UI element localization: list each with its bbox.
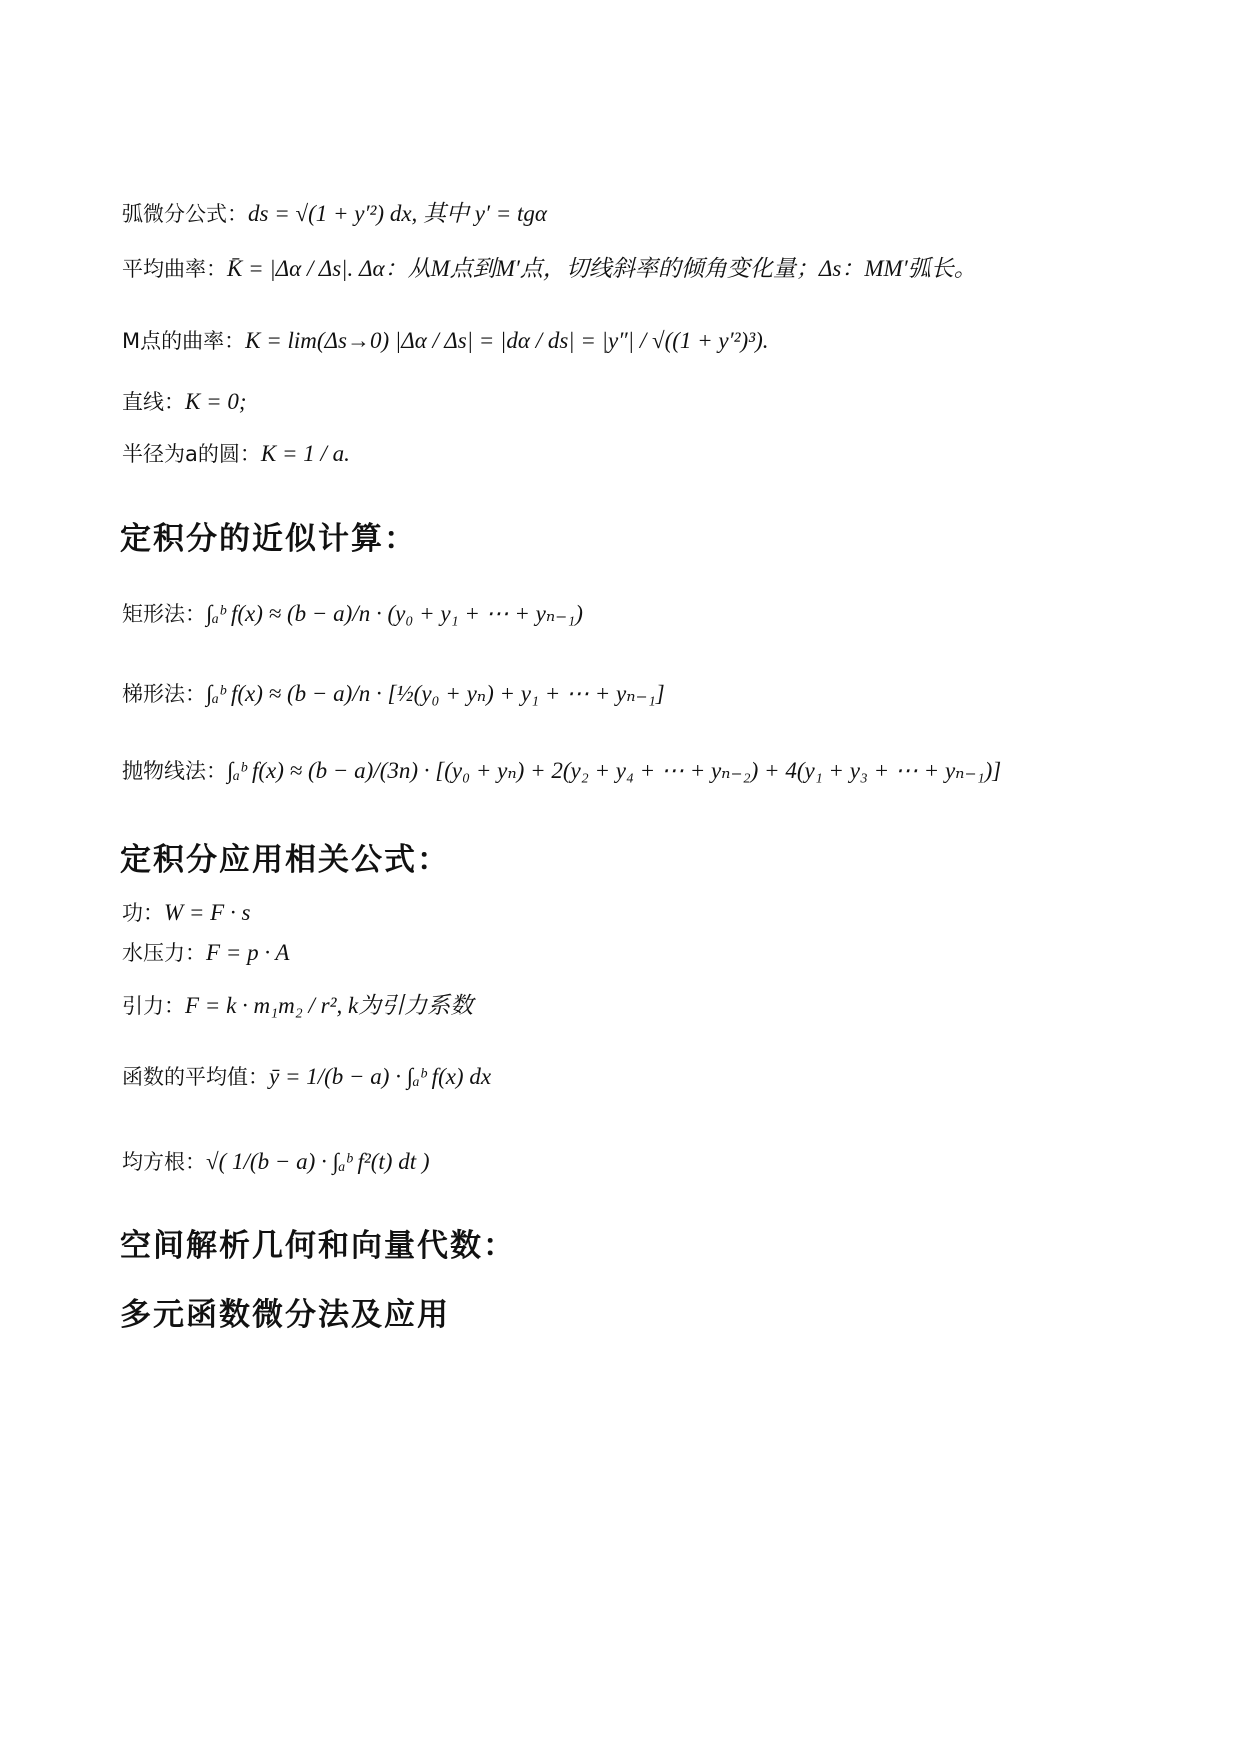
line-curvature-label: 直线： [122,390,185,414]
rms-line [122,1148,430,1176]
function-mean-formula: ȳ = 1/(b − a) · ∫ₐᵇ f(x) dx [269,1064,492,1089]
rms-label: 均方根： [122,1150,206,1174]
line-curvature-line [122,388,247,416]
circle-curvature-line [122,440,350,468]
gravitation-formula: F = k · m₁m₂ / r², k为引力系数 [185,993,474,1018]
rectangle-rule-formula: ∫ₐᵇ f(x) ≈ (b − a)/n · (y₀ + y₁ + ⋯ + yₙ₋₁) [206,601,583,626]
circle-curvature-formula: K = 1 / a. [260,441,350,466]
point-curvature-label: M点的曲率： [122,329,246,353]
water-pressure-line [122,939,289,967]
heading-analytic-geometry: 空间解析几何和向量代数： [120,1228,516,1264]
circle-curvature-label: 半径为a的圆： [122,442,261,466]
arc-differential-line [122,200,547,228]
work-label: 功： [122,901,164,925]
gravitation-label: 引力： [122,994,185,1018]
function-mean-label: 函数的平均值： [122,1065,269,1089]
trapezoid-rule-line [122,680,665,708]
parabola-rule-label: 抛物线法： [122,759,227,783]
average-curvature-label: 平均曲率： [122,257,227,281]
work-line [122,899,250,927]
average-curvature-line [122,255,977,283]
function-mean-line [122,1063,491,1091]
heading-integral-applications: 定积分应用相关公式： [120,842,450,878]
gravitation-line [122,992,473,1020]
water-pressure-formula: F = p · A [206,940,290,965]
parabola-rule-formula: ∫ₐᵇ f(x) ≈ (b − a)/(3n) · [(y₀ + yₙ) + 2(y₂ + y₄ + ⋯ + yₙ₋₂) + 4(y₁ + y₃ + ⋯ + yₙ₋₁)] [227,758,1002,783]
point-curvature-line [122,327,769,355]
work-formula: W = F · s [164,900,251,925]
trapezoid-rule-formula: ∫ₐᵇ f(x) ≈ (b − a)/n · [½(y₀ + yₙ) + y₁ + ⋯ + yₙ₋₁] [206,681,665,706]
point-curvature-formula: K = lim(Δs→0) |Δα / Δs| = |dα / ds| = |y″| / √((1 + y′²)³). [245,328,769,353]
parabola-rule-line [122,757,1001,785]
heading-numerical-integration: 定积分的近似计算： [120,521,417,557]
average-curvature-formula: K̄ = |Δα / Δs|. Δα：从M点到M′点，切线斜率的倾角变化量；Δs：MM′弧长。 [227,256,977,281]
water-pressure-label: 水压力： [122,941,206,965]
line-curvature-formula: K = 0; [185,389,247,414]
rms-formula: √( 1/(b − a) · ∫ₐᵇ f²(t) dt ) [206,1149,430,1174]
arc-differential-label: 弧微分公式： [122,202,248,226]
trapezoid-rule-label: 梯形法： [122,682,206,706]
heading-multivariable-calculus: 多元函数微分法及应用 [120,1297,450,1333]
rectangle-rule-label: 矩形法： [122,602,206,626]
rectangle-rule-line [122,600,583,628]
arc-differential-formula: ds = √(1 + y′²) dx, 其中 y′ = tgα [248,201,547,226]
